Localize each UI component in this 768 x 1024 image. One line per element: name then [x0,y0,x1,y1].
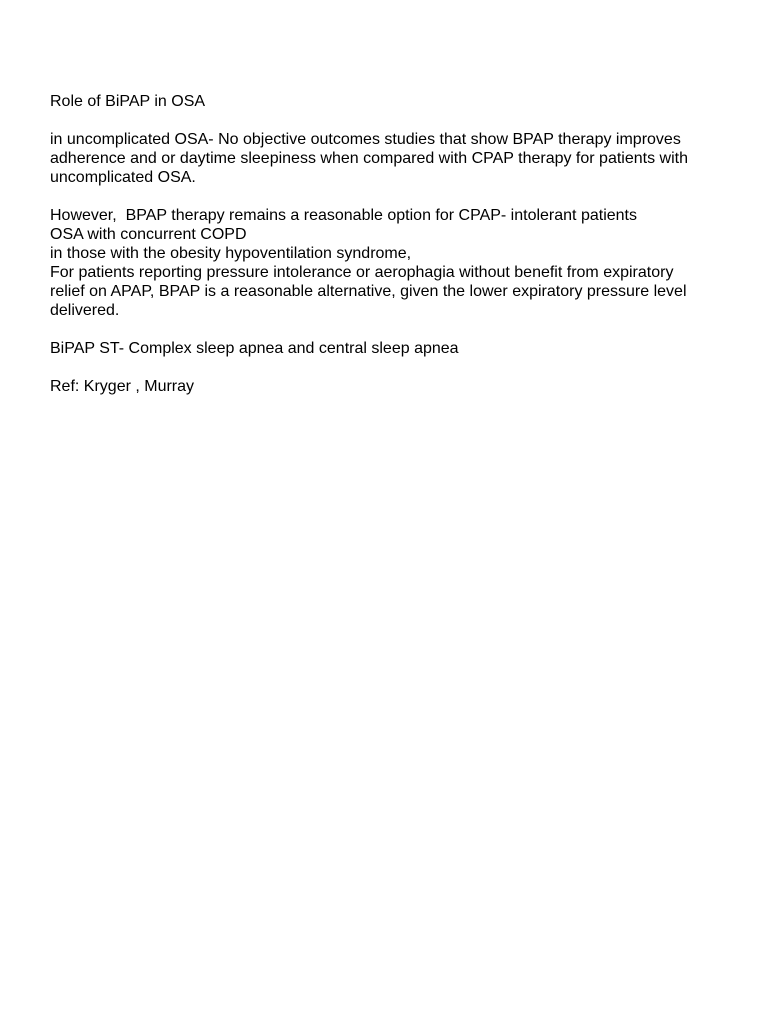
reference-line: Ref: Kryger , Murray [50,378,195,395]
document-title: Role of BiPAP in OSA [50,93,206,110]
paragraph-line: However, BPAP therapy remains a reasonable option for CPAP- intolerant patients [50,207,637,224]
paragraph-line: adherence and or daytime sleepiness when compared with CPAP therapy for patients with [50,150,688,167]
paragraph-line: delivered. [50,302,120,319]
paragraph-line: relief on APAP, BPAP is a reasonable alternative, given the lower expiratory pressure level [50,283,687,300]
spacer [50,111,740,130]
spacer [50,358,740,377]
paragraph-line: OSA with concurrent COPD [50,226,247,243]
paragraph-line: in uncomplicated OSA- No objective outcomes studies that show BPAP therapy improves [50,131,681,148]
document-page [50,92,740,396]
paragraph-line: For patients reporting pressure intolerance or aerophagia without benefit from expiratory [50,264,674,281]
paragraph-line: uncomplicated OSA. [50,169,196,186]
spacer [50,320,740,339]
paragraph-uncomplicated-osa [50,130,740,187]
paragraph-line: in those with the obesity hypoventilation syndrome, [50,245,412,262]
paragraph-bpap-indications [50,206,740,320]
paragraph-bipap-st: BiPAP ST- Complex sleep apnea and central sleep apnea [50,340,459,357]
spacer [50,187,740,206]
